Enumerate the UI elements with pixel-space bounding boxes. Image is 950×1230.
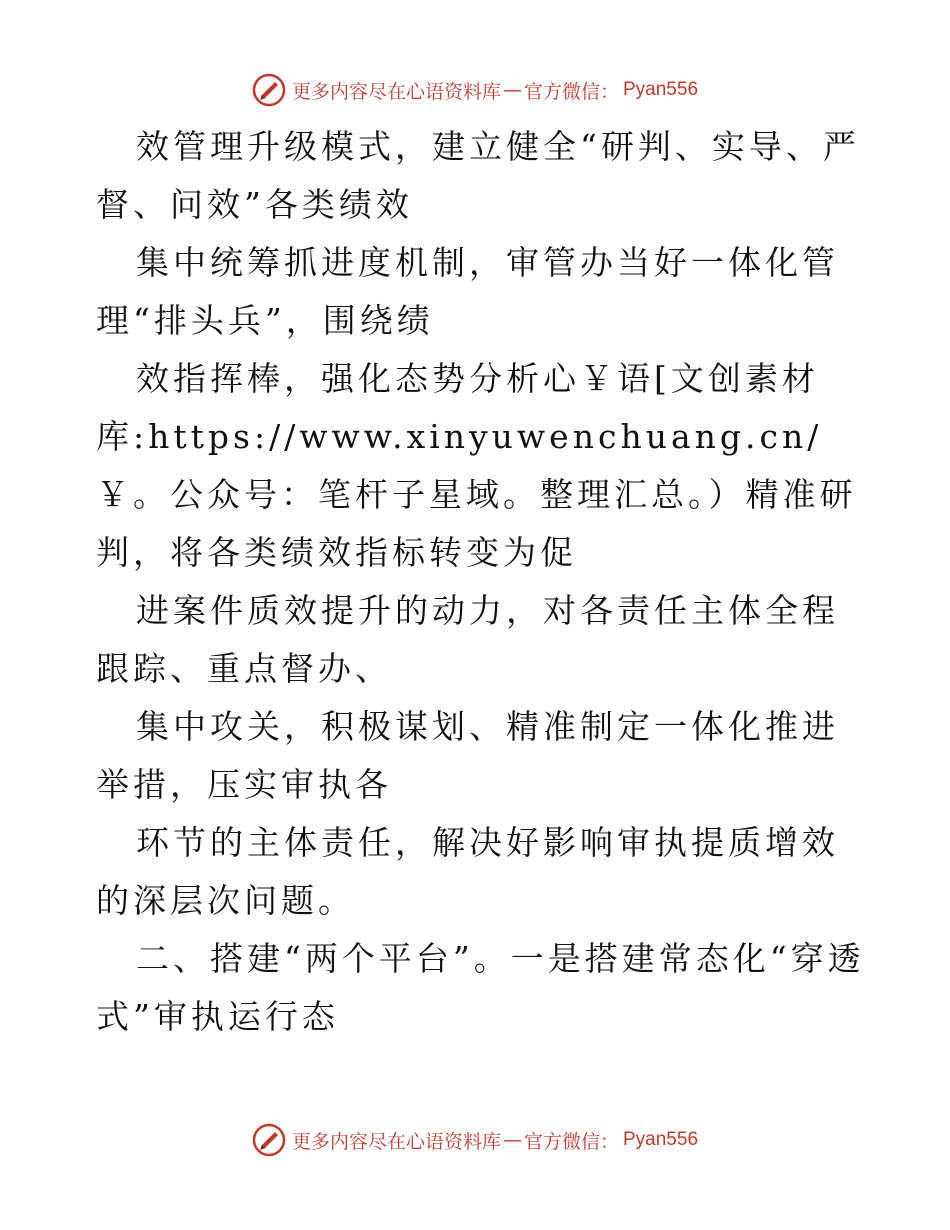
banner-text: 更多内容尽在心语资料库 bbox=[291, 1130, 501, 1153]
footer-watermark-banner bbox=[0, 1120, 950, 1160]
pen-book-logo-icon bbox=[252, 73, 286, 107]
banner-text: 更多内容尽在心语资料库 bbox=[291, 80, 501, 103]
pen-book-logo-icon bbox=[252, 1123, 286, 1157]
header-watermark-banner bbox=[0, 70, 950, 110]
banner-separator: — bbox=[502, 1129, 522, 1151]
document-body bbox=[96, 118, 866, 1046]
wechat-label: 官方微信： bbox=[523, 80, 619, 103]
paragraph-7: 二、搭建“两个平台”。一是搭建常态化“穿透式”审执运行态 bbox=[96, 939, 865, 1036]
paragraph-2: 集中统筹抓进度机制，审管办当好一体化管理“排头兵”，围绕绩 bbox=[96, 243, 839, 340]
wechat-label: 官方微信： bbox=[523, 1130, 619, 1153]
paragraph-4: 进案件质效提升的动力，对各责任主体全程跟踪、重点督办、 bbox=[96, 591, 839, 688]
paragraph-3: 效指挥棒，强化态势分析心￥语[文创素材库:https://www.xinyuwenchuang.cn/￥。公众号：笔杆子星域。整理汇总。）精准研判，将各类绩效指标转变为促 bbox=[96, 359, 857, 572]
paragraph-5: 集中攻关，积极谋划、精准制定一体化推进举措，压实审执各 bbox=[96, 707, 839, 804]
banner-separator: — bbox=[502, 79, 522, 101]
paragraph-1: 效管理升级模式，建立健全“研判、实导、严督、问效”各类绩效 bbox=[96, 127, 860, 224]
paragraph-6: 环节的主体责任，解决好影响审执提质增效的深层次问题。 bbox=[96, 823, 839, 920]
wechat-id: Pyan556 bbox=[623, 1129, 699, 1150]
wechat-id: Pyan556 bbox=[623, 79, 699, 100]
